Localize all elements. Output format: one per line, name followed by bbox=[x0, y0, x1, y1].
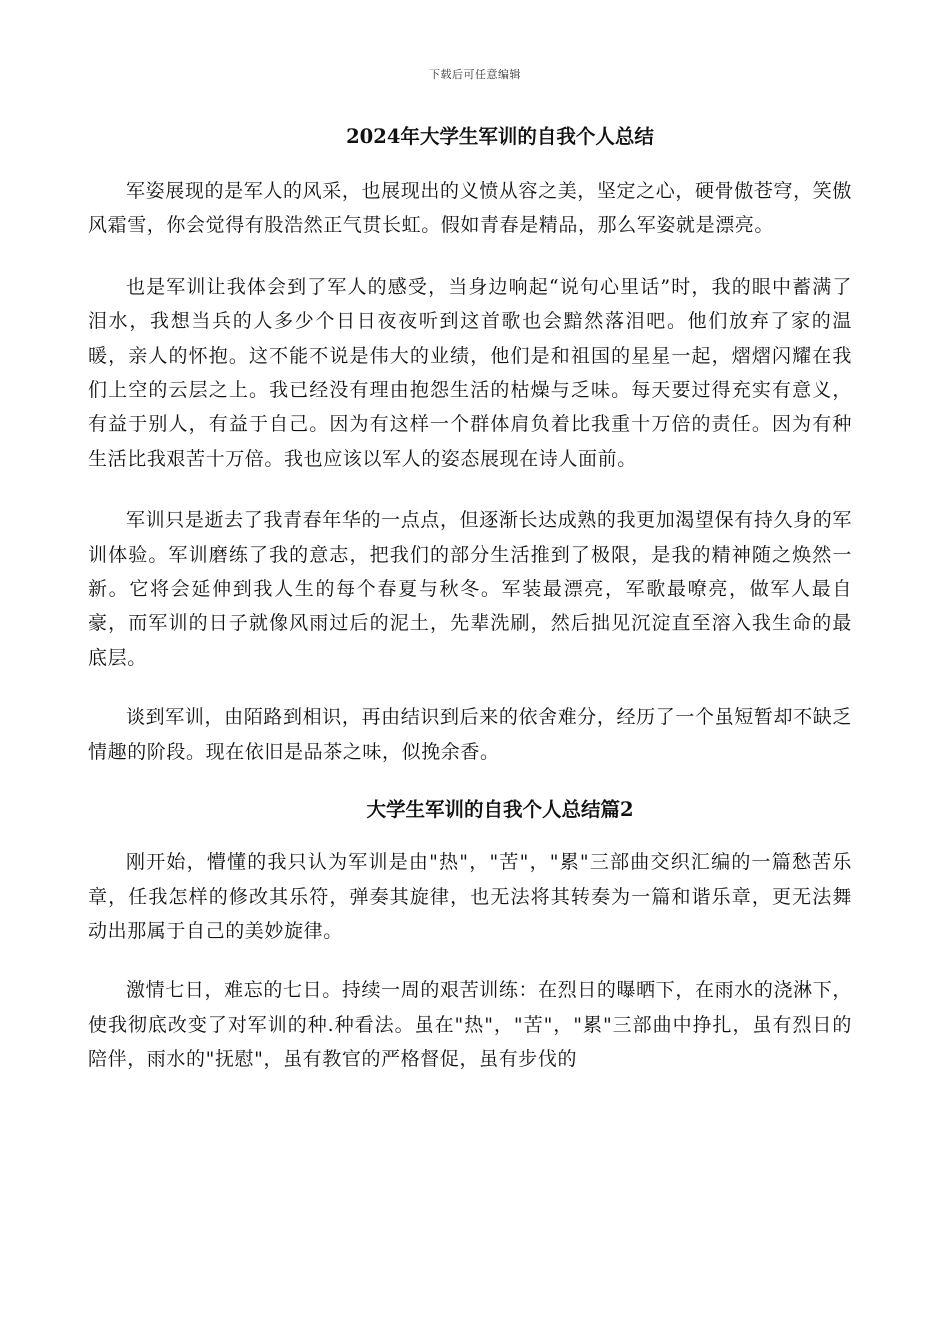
paragraph-2: 也是军训让我体会到了军人的感受，当身边响起“说句心里话”时，我的眼中蓄满了泪水，我想当兵的人多少个日日夜夜听到这首歌也会黯然落泪吧。他们放弃了家的温暖，亲人的怀抱。这不能不说是伟大的业绩，他们是和祖国的星星一起，熠熠闪耀在我们上空的云层之上。我已经没有理由抱怨生活的枯燥与乏味。每天要过得充实有意义，有益于别人，有益于自己。因为有这样一个群体肩负着比我重十万倍的责任。因为有种生活比我艰苦十万倍。我也应该以军人的姿态展现在诗人面前。 bbox=[88, 275, 852, 470]
paragraph-1: 军姿展现的是军人的风采，也展现出的义愤从容之美，坚定之心，硬骨傲苍穹，笑傲风霜雪，你会觉得有股浩然正气贯长虹。假如青春是精品，那么军姿就是漂亮。 bbox=[88, 180, 852, 237]
header-note: 下载后可任意编辑 bbox=[429, 68, 521, 81]
section-title-2: 大学生军训的自我个人总结篇2 bbox=[366, 798, 634, 822]
paragraph-3: 军训只是逝去了我青春年华的一点点，但逐渐长达成熟的我更加渴望保有持久身的军训体验。军训磨练了我的意志，把我们的部分生活推到了极限，是我的精神随之焕然一新。它将会延伸到我人生的每个春夏与秋冬。军装最漂亮，军歌最嘹亮，做军人最自豪，而军训的日子就像风雨过后的泥土，先辈洗刷，然后拙见沉淀直至溶入我生命的最底层。 bbox=[88, 509, 852, 669]
paragraph-5: 刚开始，懵懂的我只认为军训是由"热"，"苦"，"累"三部曲交织汇编的一篇愁苦乐章，任我怎样的修改其乐符，弹奏其旋律，也无法将其转奏为一篇和谐乐章，更无法舞动出那属于自己的美妙旋律。 bbox=[88, 851, 852, 942]
paragraph-4: 谈到军训，由陌路到相识，再由结识到后来的依舍难分，经历了一个虽短暂却不缺乏情趣的阶段。现在依旧是品茶之味，似挽余香。 bbox=[88, 706, 852, 763]
paragraph-6: 激情七日，难忘的七日。持续一周的艰苦训练：在烈日的曝晒下，在雨水的浇淋下，使我彻底改变了对军训的种.种看法。虽在"热"，"苦"，"累"三部曲中挣扎，虽有烈日的陪伴，雨水的"抚慰"，虽有教官的严格督促，虽有步伐的 bbox=[88, 979, 852, 1071]
document-body bbox=[88, 118, 852, 1077]
document-title: 2024年大学生军训的自我个人总结 bbox=[346, 125, 654, 148]
